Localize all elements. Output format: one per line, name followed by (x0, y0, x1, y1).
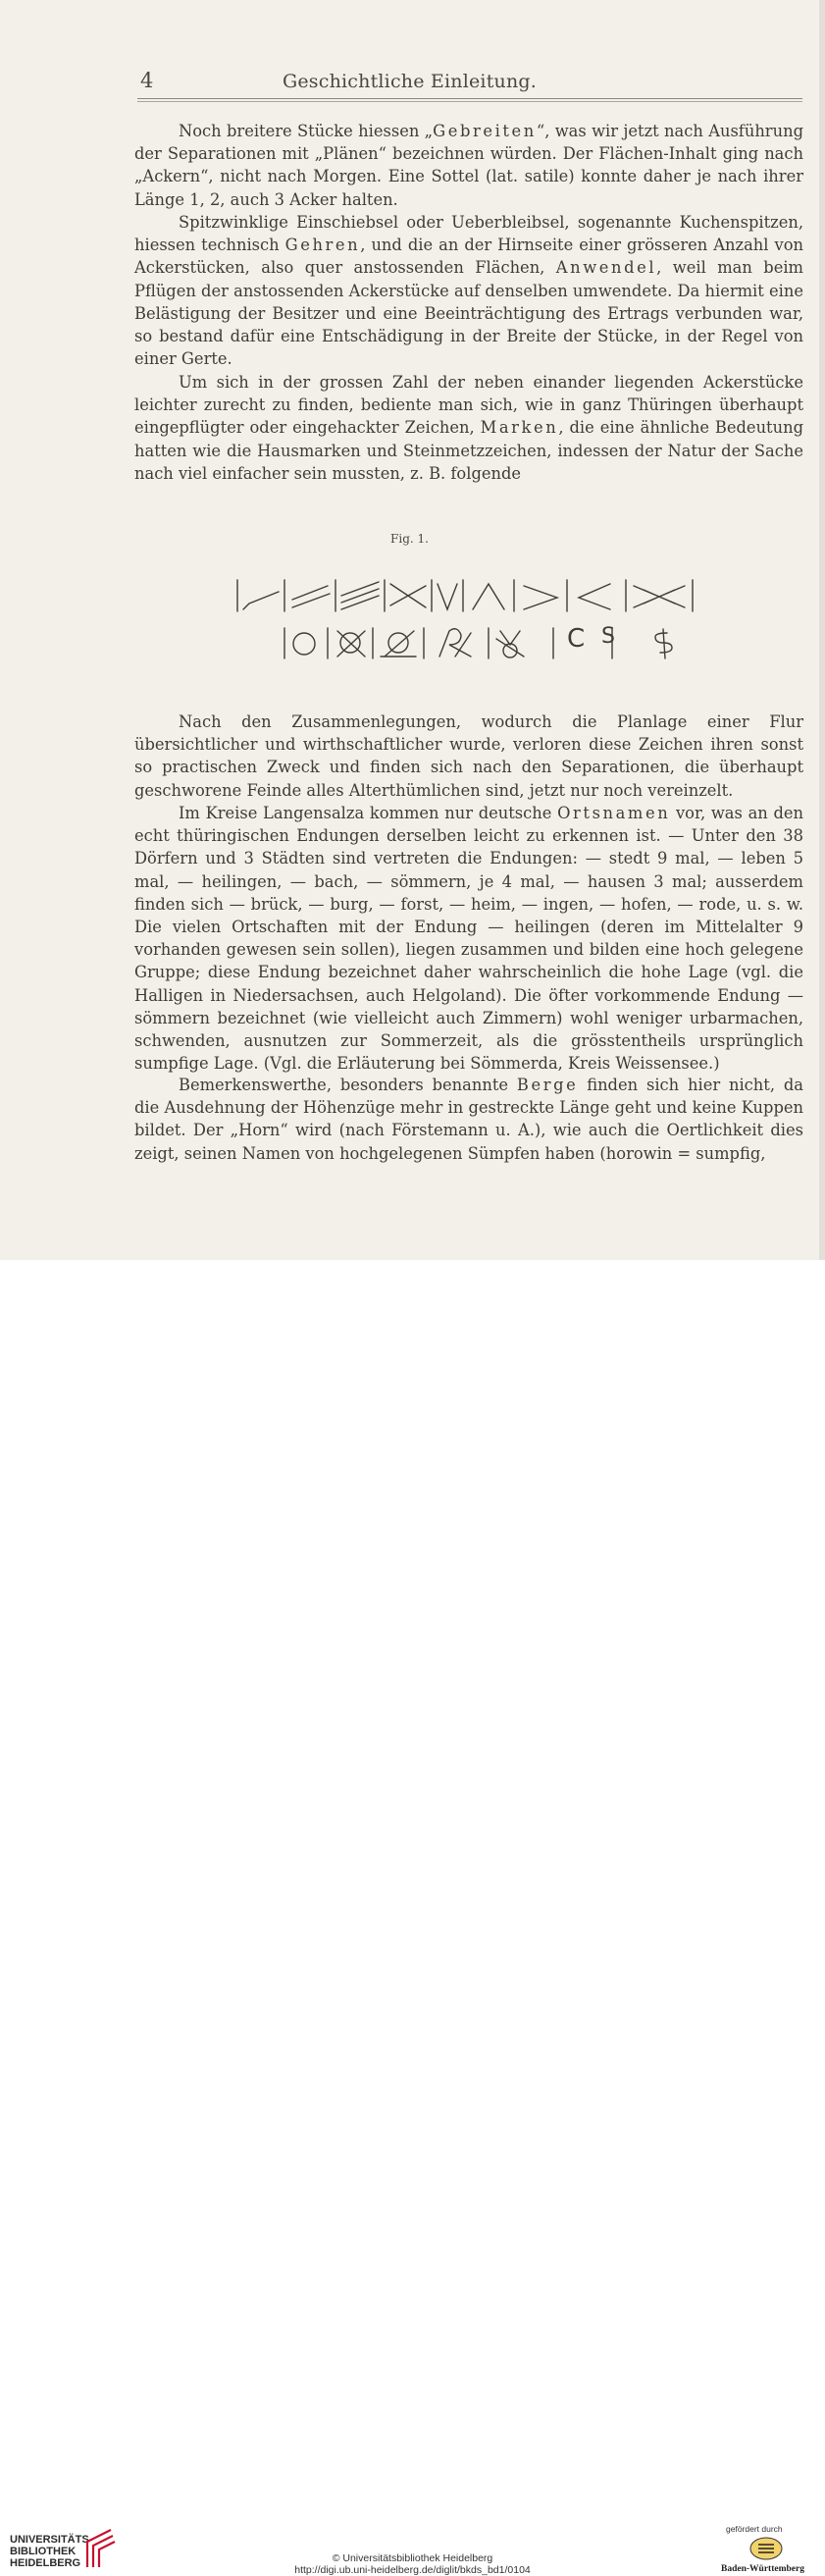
sponsor-name: Baden-Württemberg (721, 2564, 804, 2574)
slashed-circle-mark (381, 631, 416, 657)
paragraph-marken (134, 371, 803, 485)
sponsor-label: gefördert durch (726, 2524, 783, 2534)
paragraph-ortsnamen (134, 802, 803, 1075)
text-span: vor, was an den echt thüringischen Endungen derselben leicht zu erkennen ist. — Unter den 38 Dörfern und 3 Städten sind vertreten die Endungen: — stedt 9 mal, — leben 5 mal, — heilingen, — bach, — sömmern, je 4 mal, — hausen 3 mal; ausserdem finden sich — brück, — burg, — forst, — heim, — ingen, — hofen, — rode, u. s. w. Die vielen Ortschaften mit der Endung — heilingen (deren im Mittelalter 9 vorhanden gewesen sein sollen), liegen zusammen und bilden eine hoch gelegene Gruppe; diese Endung bezeichnet daher wahrscheinlich die hohe Lage (vgl. die Halligen in Niedersachsen, auch Helgoland). Die öfter vorkommende Endung — sömmern bezeichnet (wie vielleicht auch Zimmern) wohl weniger urbarmachen, schwenden, ausnutzen zur Sommerzeit, als die grösstentheils ursprünglich sumpfige Lage. (Vgl. die Erläuterung bei Sömmerda, Kreis Weissensee.) (134, 804, 804, 1074)
header-rule-secondary (137, 101, 802, 102)
paragraph-zusammenlegungen (134, 710, 803, 802)
running-title: Geschichtliche Einleitung. (282, 71, 538, 92)
text-span: Spitzwinklige Einschiebsel oder Ueberbleibsel, sogenannte Kuchenspitzen, hiessen technisch (134, 213, 803, 255)
s-letter-mark: S (601, 624, 615, 649)
text-span: , die eine ähnliche Bedeutung hatten wie die Hausmarken und Steinmetzzeichen, indessen der Natur der Sache nach viel einfacher sein mussten, z. B. folgende (134, 418, 803, 483)
emphasized-term: Berge (516, 1076, 579, 1094)
header-rule (137, 98, 802, 99)
emphasized-term: Ortsnamen (557, 804, 671, 822)
circle-mark (293, 633, 315, 655)
row1-separators (237, 580, 693, 611)
footer-bar (0, 1260, 825, 2576)
page-edge (819, 0, 825, 1260)
library-name: UNIVERSITÄTS- BIBLIOTHEK HEIDELBERG (10, 2534, 93, 2569)
text-span: “, was wir jetzt nach Ausführung der Separationen mit „Plänen“ bezeichnen würden. Der Flächen-Inhalt ging nach „Ackern“, nicht nach Morgen. Eine Sottel (lat. satile) konnte daher je nach ihrer Länge 1, 2, auch 3 Acker halten. (134, 122, 803, 209)
paragraph-gebreiten (134, 120, 803, 211)
crossed-circle-mark (337, 631, 365, 657)
scanned-page (0, 0, 819, 1260)
page-number: 4 (140, 69, 154, 92)
emphasized-term: Marken (480, 418, 559, 438)
crossed-chevrons-mark (390, 584, 426, 607)
hook-line-mark (243, 592, 279, 609)
permalink-url[interactable]: http://digi.ub.uni-heidelberg.de/diglit/bkds_bd1/0104 (294, 2564, 531, 2576)
paragraph-gehren (134, 211, 803, 370)
double-stroke-mark (292, 586, 330, 607)
left-chevron-mark (579, 584, 610, 609)
sponsor-coat-of-arms-icon (748, 2537, 784, 2560)
text-span: Im Kreise Langensalza kommen nur deutsche (179, 804, 558, 822)
copyright-text: © Universitätsbibliothek Heidelberg (332, 2552, 493, 2564)
text-span: Um sich in der grossen Zahl der neben einander liegenden Ackerstücke leichter zurecht zu finden, bediente man sich, wie in ganz Thüringen überhaupt eingepflügter oder eingehackter Zeichen, (134, 373, 803, 438)
text-span: , weil man beim Pflügen der anstossenden Ackerstücke auf denselben umwendete. Da hiermit eine Belästigung der Besitzer und eine Beeinträchtigung des Ertrags verbunden war, so bestand dafür eine Entschädigung in der Breite der Stücke, in der Regel von einer Gerte. (134, 258, 803, 369)
inverted-v-mark (473, 584, 504, 609)
text-span: Noch breitere Stücke hiessen „ (179, 122, 434, 140)
figure-marks (235, 574, 706, 672)
right-chevron-mark (524, 586, 557, 609)
text-span: , und die an der Hirnseite einer grösseren Anzahl von Ackerstücken, also quer anstossenden Flächen, (134, 236, 803, 278)
copyright-block (0, 2552, 825, 2576)
emphasized-term: Gebreiten (433, 122, 537, 140)
emphasized-term: Gehren (284, 236, 361, 255)
hatched-x-mark (634, 586, 685, 607)
c-letter-mark: C (567, 624, 586, 654)
triple-stroke-mark (341, 582, 379, 609)
v-over-circle-mark (496, 631, 524, 657)
v-mark (438, 584, 457, 609)
crossed-loop-mark (439, 629, 471, 657)
text-span: Bemerkenswerthe, besonders benannte (179, 1076, 517, 1094)
dollar-mark (655, 629, 672, 658)
emphasized-term: Anwendel (555, 258, 657, 278)
text-span: Nach den Zusammenlegungen, wodurch die Planlage einer Flur übersichtlicher und wirthschaftlicher wurde, verloren diese Zeichen ihren sonst so practischen Zweck und finden sich nach den Separationen, die überhaupt geschworene Feinde alles Alterthümlichen sind, jetzt nur noch vereinzelt. (134, 712, 803, 800)
text-span: finden sich hier nicht, da die Ausdehnung der Höhenzüge mehr in gestreckte Länge geht und keine Kuppen bildet. Der „Horn“ wird (nach Förstemann u. A.), wie auch die Oertlichkeit dies zeigt, seinen Namen von hochgelegenen Sümpfen haben (horowin = sumpfig, (134, 1076, 803, 1163)
figure-label: Fig. 1. (390, 532, 429, 546)
paragraph-berge (134, 1074, 803, 1165)
